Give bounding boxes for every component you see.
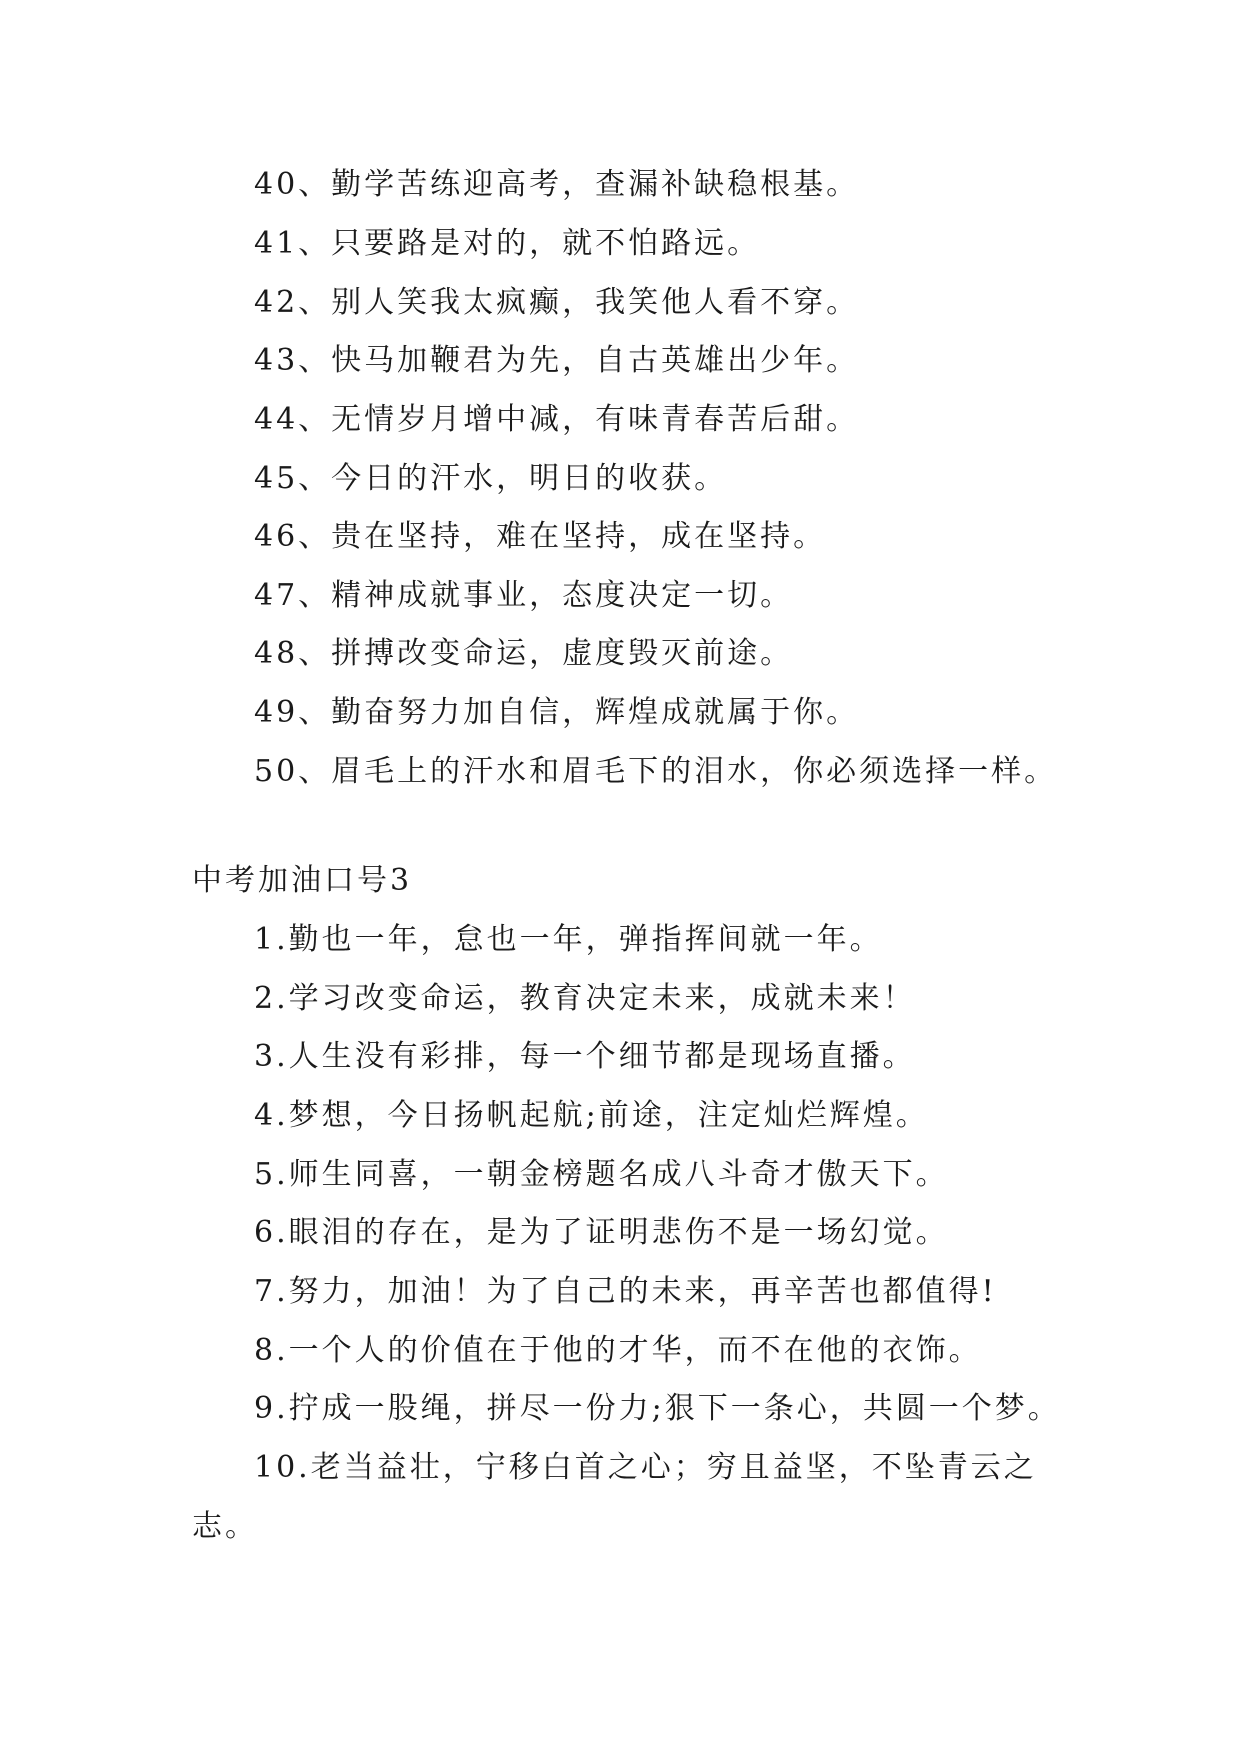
slogan-line-9: 9.拧成一股绳，拼尽一份力;狠下一条心，共圆一个梦。 xyxy=(254,1391,1061,1426)
slogan-line-7: 7.努力，加油！为了自己的未来，再辛苦也都值得! xyxy=(254,1274,997,1309)
slogan-line-41: 41、只要路是对的，就不怕路远。 xyxy=(254,226,761,261)
slogan-line-49: 49、勤奋努力加自信，辉煌成就属于你。 xyxy=(254,695,860,730)
slogan-line-3: 3.人生没有彩排，每一个细节都是现场直播。 xyxy=(254,1039,916,1074)
slogan-line-10-continued: 志。 xyxy=(192,1509,258,1544)
section-heading: 中考加油口号3 xyxy=(192,863,413,898)
slogan-line-5: 5.师生同喜，一朝金榜题名成八斗奇才傲天下。 xyxy=(254,1157,949,1192)
slogan-line-10: 10.老当益壮，宁移白首之心；穷且益坚，不坠青云之 xyxy=(254,1450,1037,1485)
slogan-line-40: 40、勤学苦练迎高考，查漏补缺稳根基。 xyxy=(254,167,860,202)
slogan-line-46: 46、贵在坚持，难在坚持，成在坚持。 xyxy=(254,519,827,554)
slogan-line-4: 4.梦想，今日扬帆起航;前途，注定灿烂辉煌。 xyxy=(254,1098,929,1133)
slogan-line-50: 50、眉毛上的汗水和眉毛下的泪水，你必须选择一样。 xyxy=(254,754,1058,789)
slogan-line-47: 47、精神成就事业，态度决定一切。 xyxy=(254,578,794,613)
slogan-line-45: 45、今日的汗水，明日的收获。 xyxy=(254,461,728,496)
slogan-line-2: 2.学习改变命运，教育决定未来，成就未来！ xyxy=(254,981,916,1016)
slogan-line-44: 44、无情岁月增中减，有味青春苦后甜。 xyxy=(254,402,860,437)
slogan-line-8: 8.一个人的价值在于他的才华，而不在他的衣饰。 xyxy=(254,1333,982,1368)
slogan-line-1: 1.勤也一年，怠也一年，弹指挥间就一年。 xyxy=(254,922,883,957)
slogan-line-43: 43、快马加鞭君为先，自古英雄出少年。 xyxy=(254,343,860,378)
slogan-line-42: 42、别人笑我太疯癫，我笑他人看不穿。 xyxy=(254,285,860,320)
slogan-line-6: 6.眼泪的存在，是为了证明悲伤不是一场幻觉。 xyxy=(254,1215,949,1250)
slogan-line-48: 48、拼搏改变命运，虚度毁灭前途。 xyxy=(254,636,794,671)
